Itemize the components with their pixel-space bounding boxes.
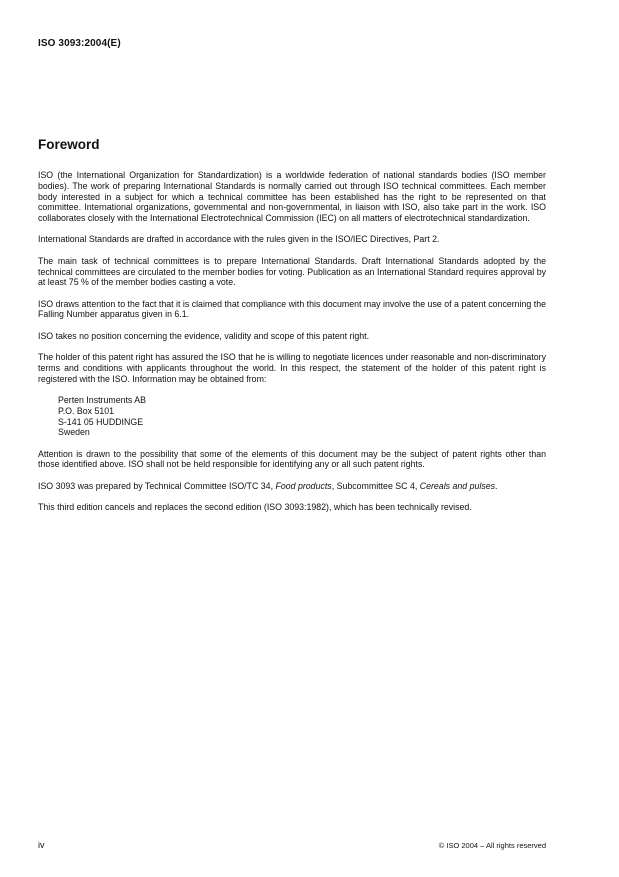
address-line: S-141 05 HUDDINGE: [58, 416, 144, 427]
prepared-by-suffix: .: [495, 480, 498, 491]
paragraph-edition: This third edition cancels and replaces the second edition (ISO 3093:1982), which has been technically revised.: [38, 502, 472, 513]
paragraph-prepared-by: [38, 481, 546, 492]
prepared-by-prefix: ISO 3093 was prepared by Technical Committee ISO/TC 34,: [38, 480, 276, 491]
committee-title: Food products: [275, 480, 332, 491]
paragraph-other-patents: Attention is drawn to the possibility that some of the elements of this document may be the subject of patent rights other than those identified above. ISO shall not be held responsible for identifying any or all such patent rights.: [38, 448, 546, 470]
address-line: Sweden: [58, 427, 90, 438]
paragraph-directives: International Standards are drafted in accordance with the rules given in the ISO/IEC Directives, Part 2.: [38, 234, 440, 245]
page-number: iv: [38, 840, 45, 850]
prepared-by-middle: , Subcommittee SC 4,: [331, 480, 420, 491]
document-id: ISO 3093:2004(E): [38, 38, 121, 49]
foreword-body: [38, 170, 546, 523]
paragraph-technical-committees: The main task of technical committees is to prepare International Standards. Draft International Standards adopted by the technical committees are circulated to the member bodies for voting. Publication as an International Standard requires approval by at least 75 % of the member bodies casting a vote.: [38, 255, 546, 288]
paragraph-patent-holder: The holder of this patent right has assured the ISO that he is willing to negotiate licences under reasonable and non-discriminatory terms and conditions with applicants throughout the world. In this respect, the statement of the holder of this patent right is registered with the ISO. Information may be obtained from:: [38, 352, 546, 384]
address-line: Perten Instruments AB: [58, 394, 147, 405]
paragraph-patent-attention: ISO draws attention to the fact that it is claimed that compliance with this document may involve the use of a patent concerning the Falling Number apparatus given in 6.1.: [38, 298, 546, 320]
copyright-notice: © ISO 2004 – All rights reserved: [438, 841, 546, 850]
address-line: P.O. Box 5101: [58, 405, 115, 416]
paragraph-patent-position: ISO takes no position concerning the evidence, validity and scope of this patent right.: [38, 330, 370, 341]
subcommittee-title: Cereals and pulses: [419, 480, 496, 491]
foreword-heading: Foreword: [38, 137, 100, 152]
patent-holder-address: [58, 395, 546, 438]
paragraph-iso-overview: ISO (the International Organization for Standardization) is a worldwide federation of national standards bodies (ISO member bodies). The work of preparing International Standards is normally carried out through ISO technical committees. Each member body interested in a subject for which a technical committee has been established has the right to be represented on that committee. International organizations, governmental and non-governmental, in liaison with ISO, also take part in the work. ISO collaborates closely with the International Electrotechnical Commission (IEC) on all matters of electrotechnical standardization.: [38, 170, 546, 224]
